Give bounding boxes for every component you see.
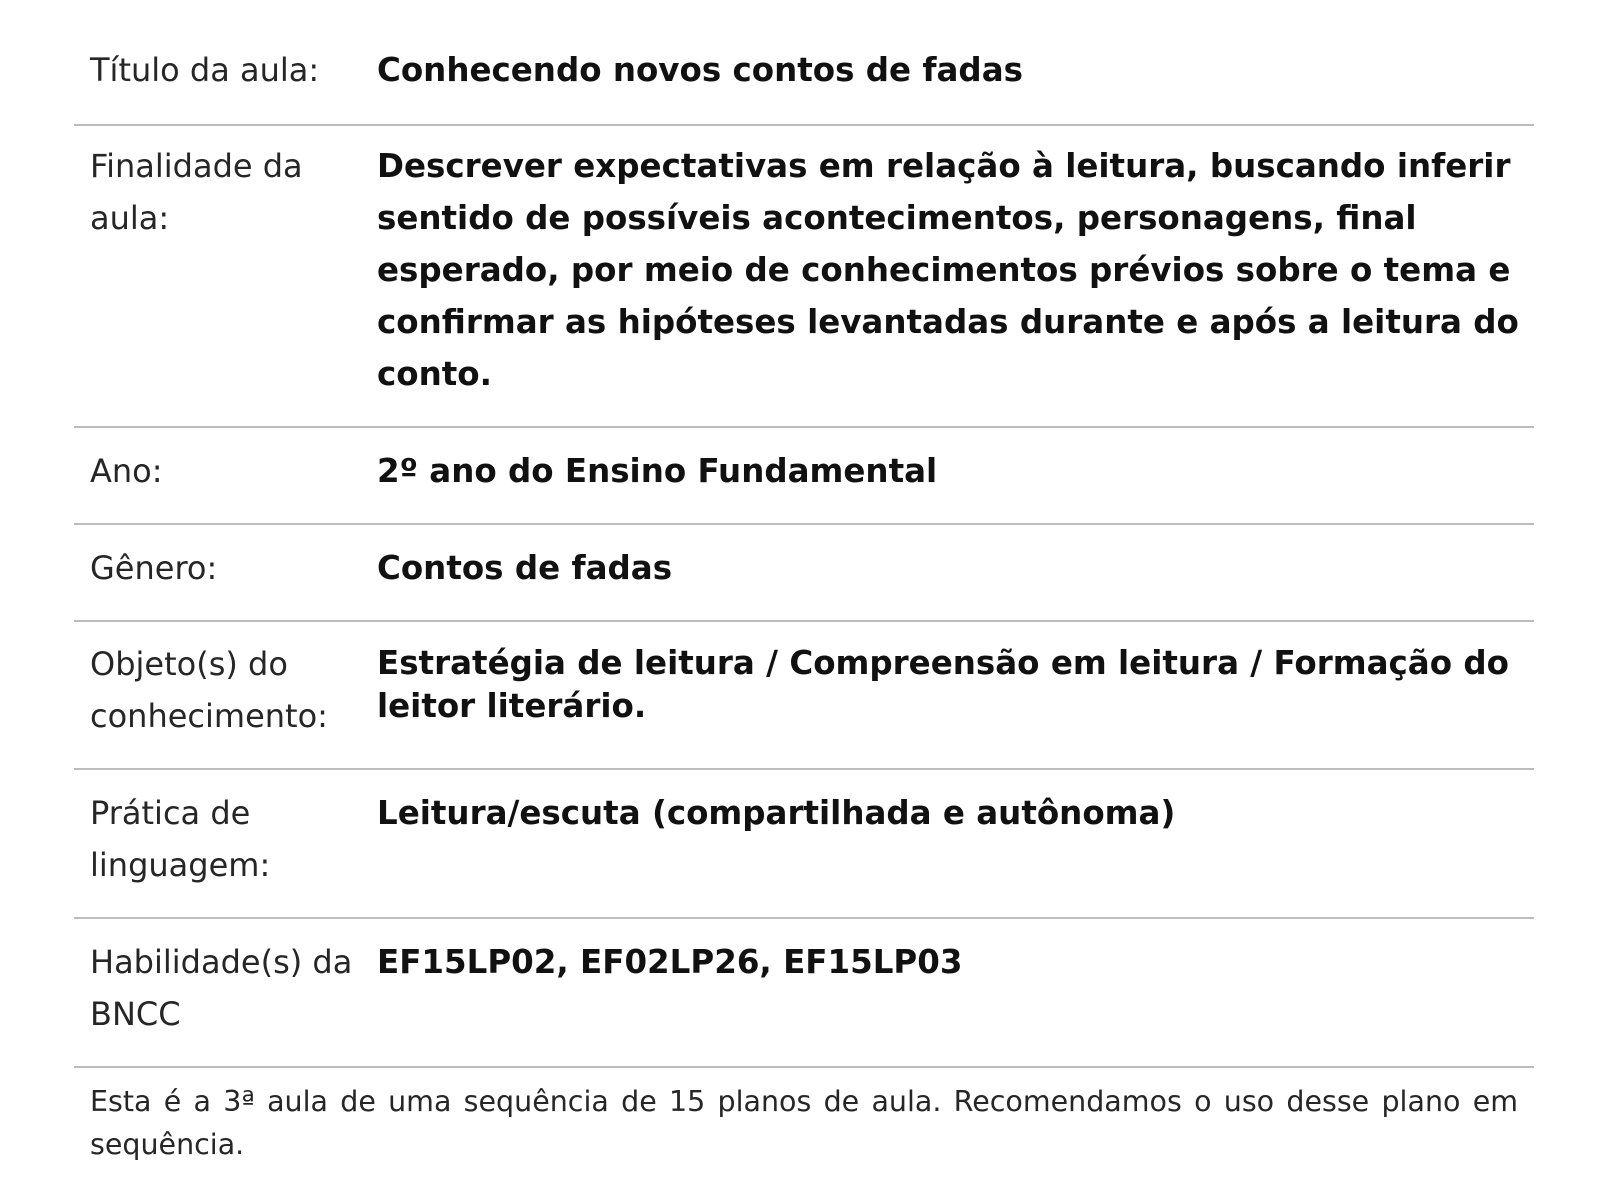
knowledge-objects-label: Objeto(s) do conhecimento: — [90, 645, 328, 735]
bncc-skills-label: Habilidade(s) da BNCC — [90, 943, 353, 1033]
genre-value: Contos de fadas — [377, 549, 673, 587]
language-practice-value: Leitura/escuta (compartilhada e autônoma) — [377, 794, 1176, 832]
row-genre — [74, 525, 1534, 622]
row-lesson-title — [74, 26, 1534, 126]
lesson-plan-table — [74, 26, 1534, 1166]
knowledge-objects-value: Estratégia de leitura / Compreensão em leitura / Formação do leitor literário. — [377, 644, 1509, 725]
genre-label: Gênero: — [90, 549, 218, 587]
lesson-title-label: Título da aula: — [90, 51, 320, 89]
row-language-practice — [74, 770, 1534, 919]
lesson-purpose-value: Descrever expectativas em relação à leitura, buscando inferir sentido de possíveis acontecimentos, personagens, final esperado, por meio de conhecimentos prévios sobre o tema e confirmar as hipóteses levantadas durante e após a leitura do conto. — [377, 147, 1519, 393]
language-practice-label: Prática de linguagem: — [90, 794, 271, 884]
row-school-year — [74, 428, 1534, 525]
row-knowledge-objects — [74, 622, 1534, 770]
lesson-title-value: Conhecendo novos contos de fadas — [377, 51, 1023, 89]
school-year-value: 2º ano do Ensino Fundamental — [377, 452, 938, 490]
bncc-skills-value: EF15LP02, EF02LP26, EF15LP03 — [377, 943, 963, 981]
row-lesson-purpose — [74, 126, 1534, 428]
row-bncc-skills — [74, 919, 1534, 1068]
sequence-note: Esta é a 3ª aula de uma sequência de 15 planos de aula. Recomendamos o uso desse plano em sequência. — [90, 1085, 1518, 1161]
lesson-purpose-label: Finalidade da aula: — [90, 147, 303, 237]
school-year-label: Ano: — [90, 452, 163, 490]
